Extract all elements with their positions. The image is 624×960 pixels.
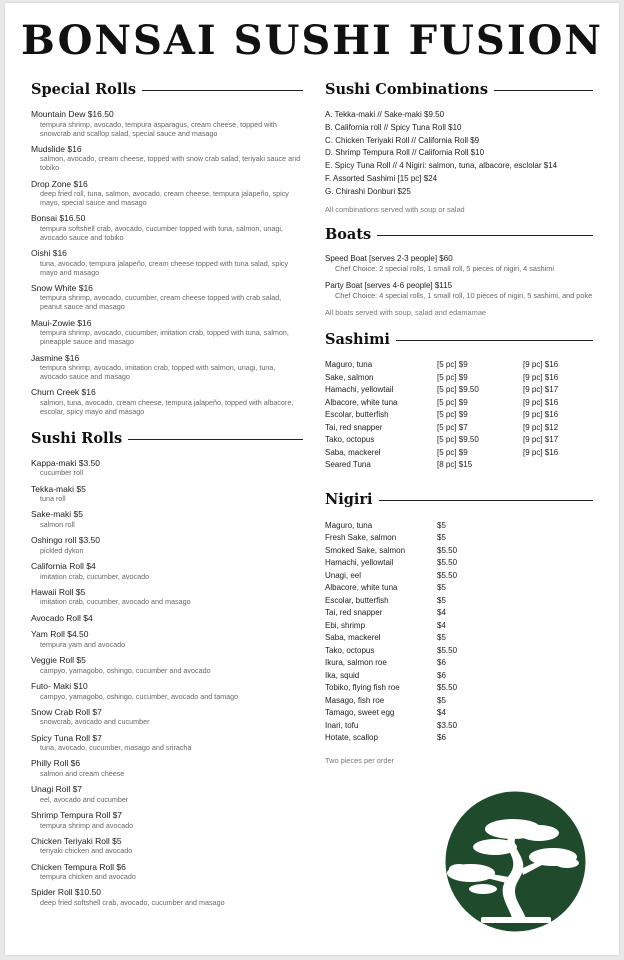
- sashimi-name: Saba, mackerel: [325, 447, 381, 457]
- sashimi-small: [5 pc] $7: [437, 422, 468, 432]
- boat-description: Chef Choice: 4 special rolls, 1 small roll, 10 pieces of nigiri, 5 sashimi, and poke: [335, 290, 593, 300]
- combination-item: C. Chicken Teriyaki Roll // California Roll $9: [325, 135, 480, 145]
- sushi-roll-item: [31, 484, 303, 504]
- item-name: Sake-maki $5: [31, 509, 83, 520]
- nigiri-row: [325, 607, 497, 620]
- nigiri-heading: Nigiri: [325, 491, 379, 508]
- combination-item: D. Shrimp Tempura Roll // California Roll $10: [325, 148, 485, 158]
- item-name: Shrimp Tempura Roll $7: [31, 810, 123, 821]
- item-name: Unagi Roll $7: [31, 784, 83, 795]
- special-roll-item: [31, 248, 303, 277]
- sashimi-large: [9 pc] $16: [523, 397, 559, 407]
- special-roll-item: [31, 109, 303, 138]
- combinations-header: [325, 81, 593, 103]
- item-description: tempura softshell crab, avocado, cucumber topped with tuna, salmon, unagi, avocado sauce and tobiko: [40, 223, 283, 242]
- sushi-roll-item: [31, 758, 303, 778]
- nigiri-row: [325, 719, 497, 732]
- item-description: campyo, yamagobo, oshingo, cucumber and avocado: [40, 665, 211, 675]
- nigiri-name: Ebi, shrimp: [325, 620, 366, 630]
- item-description: salmon and cream cheese: [40, 768, 125, 778]
- sushi-roll-item: [31, 707, 303, 727]
- item-description: tempura chicken and avocado: [40, 872, 136, 882]
- nigiri-row: [325, 619, 497, 632]
- nigiri-price: $5: [437, 595, 446, 605]
- nigiri-price: $4: [437, 608, 446, 618]
- item-name: Chicken Tempura Roll $6: [31, 861, 126, 872]
- nigiri-row: [325, 582, 497, 595]
- nigiri-price: $5.50: [437, 683, 458, 693]
- item-name: Jasmine $16: [31, 352, 80, 363]
- boat-item: [325, 281, 593, 300]
- sashimi-name: Sake, salmon: [325, 372, 374, 382]
- nigiri-name: Unagi, eel: [325, 570, 362, 580]
- sashimi-name: Hamachi, yellowtail: [325, 385, 394, 395]
- nigiri-name: Tamago, sweet egg: [325, 708, 395, 718]
- sashimi-small: [5 pc] $9: [437, 397, 468, 407]
- sashimi-large: [9 pc] $17: [523, 435, 559, 445]
- sashimi-row: [325, 434, 593, 447]
- special-roll-item: [31, 283, 303, 312]
- special-rolls-heading: Special Rolls: [31, 81, 142, 98]
- sashimi-row: [325, 421, 593, 434]
- sushi-rolls-header: [31, 430, 303, 452]
- nigiri-row: [325, 569, 497, 582]
- special-roll-item: [31, 387, 303, 416]
- special-rolls-header: [31, 81, 303, 103]
- sashimi-name: Tako, octopus: [325, 435, 375, 445]
- sashimi-row: [325, 396, 593, 409]
- nigiri-price: $5: [437, 533, 446, 543]
- sashimi-heading: Sashimi: [325, 331, 396, 348]
- item-name: Hawaii Roll $5: [31, 586, 86, 597]
- nigiri-row: [325, 632, 497, 645]
- nigiri-name: Ikura, salmon roe: [325, 658, 387, 668]
- item-description: tuna roll: [40, 494, 66, 504]
- sushi-roll-item: [31, 587, 303, 607]
- special-roll-item: [31, 318, 303, 347]
- nigiri-price: $4: [437, 708, 446, 718]
- sushi-roll-item: [31, 629, 303, 649]
- item-description: tempura shrimp and avocado: [40, 820, 134, 830]
- nigiri-price: $5: [437, 520, 446, 530]
- nigiri-name: Maguro, tuna: [325, 520, 373, 530]
- nigiri-price: $6: [437, 658, 446, 668]
- item-name: Avocado Roll $4: [31, 612, 93, 623]
- sushi-roll-item: [31, 836, 303, 856]
- nigiri-name: Tobiko, flying fish roe: [325, 683, 400, 693]
- nigiri-price: $5.50: [437, 558, 458, 568]
- nigiri-price: $3.50: [437, 720, 458, 730]
- combination-item: E. Spicy Tuna Roll // 4 Nigiri: salmon, tuna, albacore, esclolar $14: [325, 161, 558, 171]
- sashimi-row: [325, 359, 593, 372]
- item-name: Philly Roll $6: [31, 758, 81, 769]
- sashimi-large: [9 pc] $16: [523, 447, 559, 457]
- boats-heading: Boats: [325, 226, 377, 243]
- item-name: Drop Zone $16: [31, 178, 88, 189]
- sushi-roll-item: [31, 784, 303, 804]
- menu-page: [5, 3, 619, 955]
- sashimi-large: [9 pc] $16: [523, 360, 559, 370]
- nigiri-row: [325, 657, 497, 670]
- sashimi-small: [5 pc] $9.50: [437, 385, 479, 395]
- item-description: tuna, avocado, cucumber, masago and sriracha: [40, 743, 192, 753]
- nigiri-name: Albacore, white tuna: [325, 583, 398, 593]
- combination-item: A. Tekka-maki // Sake-maki $9.50: [325, 110, 445, 119]
- nigiri-price: $5.50: [437, 570, 458, 580]
- nigiri-name: Saba, mackerel: [325, 633, 381, 643]
- nigiri-name: Fresh Sake, salmon: [325, 533, 397, 543]
- item-name: Spicy Tuna Roll $7: [31, 732, 102, 743]
- boats-header: [325, 226, 593, 248]
- nigiri-row: [325, 669, 497, 682]
- sashimi-large: [9 pc] $12: [523, 422, 559, 432]
- sushi-roll-item: [31, 810, 303, 830]
- nigiri-row: [325, 644, 497, 657]
- nigiri-name: Ika, squid: [325, 670, 360, 680]
- item-name: Yam Roll $4.50: [31, 629, 89, 640]
- item-name: Futo- Maki $10: [31, 681, 88, 692]
- item-description: tempura shrimp, avocado, cucumber, cream cheese topped with crab salad, peanut sauce and masago: [40, 293, 282, 312]
- item-name: Kappa-maki $3.50: [31, 457, 100, 468]
- left-column: [31, 81, 303, 913]
- item-description: snowcrab, avocado and cucumber: [40, 717, 150, 727]
- item-description: deep fried softshell crab, avocado, cucumber and masago: [40, 897, 225, 907]
- item-name: Mudslide $16: [31, 143, 82, 154]
- sashimi-large: [9 pc] $16: [523, 410, 559, 420]
- item-description: cucumber roll: [40, 468, 84, 478]
- sashimi-header: [325, 331, 593, 353]
- sashimi-large: [9 pc] $16: [523, 372, 559, 382]
- item-description: eel, avocado and cucumber: [40, 794, 129, 804]
- nigiri-row: [325, 707, 497, 720]
- special-roll-item: [31, 353, 303, 382]
- item-description: tempura shrimp, avocado, cucumber, imitation crab, topped with tuna, salmon, pineapple sauce and masago: [40, 328, 289, 347]
- nigiri-name: Hotate, scallop: [325, 733, 378, 743]
- item-name: Snow Crab Roll $7: [31, 706, 102, 717]
- sushi-roll-item: [31, 561, 303, 581]
- sashimi-small: [5 pc] $9: [437, 360, 468, 370]
- boats-note: All boats served with soup, salad and edamamae: [325, 307, 487, 317]
- sashimi-small: [5 pc] $9.50: [437, 435, 479, 445]
- sashimi-row: [325, 371, 593, 384]
- sashimi-small: [5 pc] $9: [437, 372, 468, 382]
- nigiri-row: [325, 532, 497, 545]
- sushi-roll-item: [31, 887, 303, 907]
- nigiri-row: [325, 694, 497, 707]
- nigiri-name: Escolar, butterfish: [325, 595, 389, 605]
- sashimi-small: [8 pc] $15: [437, 460, 473, 470]
- right-column: [325, 81, 593, 765]
- item-name: Mountain Dew $16.50: [31, 109, 114, 119]
- item-name: Veggie Roll $5: [31, 655, 86, 666]
- sushi-rolls-list: [31, 458, 303, 907]
- sashimi-row: [325, 384, 593, 397]
- nigiri-price: $5.50: [437, 545, 458, 555]
- sashimi-row: [325, 446, 593, 459]
- item-description: salmon roll: [40, 519, 75, 529]
- boat-name: Party Boat [serves 4-6 people] $115: [325, 280, 453, 290]
- special-rolls-list: [31, 109, 303, 416]
- sashimi-small: [5 pc] $9: [437, 410, 468, 420]
- nigiri-price: $5: [437, 695, 446, 705]
- nigiri-name: Tako, octopus: [325, 645, 375, 655]
- sushi-roll-item: [31, 509, 303, 529]
- nigiri-note: Two pieces per order: [325, 756, 395, 766]
- nigiri-row: [325, 682, 497, 695]
- item-name: Spider Roll $10.50: [31, 887, 101, 898]
- nigiri-name: Masago, fish roe: [325, 695, 385, 705]
- sushi-roll-item: [31, 733, 303, 753]
- item-description: pickled dykon: [40, 545, 84, 555]
- restaurant-title: BONSAI SUSHI FUSION: [21, 17, 603, 64]
- sashimi-name: Escolar, butterfish: [325, 410, 389, 420]
- nigiri-row: [325, 732, 497, 745]
- combination-item: F. Assorted Sashimi [15 pc] $24: [325, 173, 438, 183]
- sushi-roll-item: [31, 458, 303, 478]
- sashimi-row: [325, 409, 593, 422]
- sushi-roll-item: [31, 862, 303, 882]
- boat-item: [325, 254, 593, 273]
- sashimi-large: [523, 459, 593, 472]
- nigiri-table: [325, 519, 497, 744]
- combination-item: B. California roll // Spicy Tuna Roll $10: [325, 122, 462, 132]
- sashimi-row: [325, 459, 593, 472]
- bonsai-tree-icon: [443, 789, 588, 934]
- combinations-note: All combinations served with soup or salad: [325, 204, 465, 214]
- nigiri-price: $5: [437, 633, 446, 643]
- nigiri-name: Hamachi, yellowtail: [325, 558, 394, 568]
- special-roll-item: [31, 213, 303, 242]
- nigiri-row: [325, 557, 497, 570]
- boat-name: Speed Boat [serves 2-3 people] $60: [325, 253, 453, 263]
- item-description: tuna, avocado, tempura jalapeño, cream cheese topped with tuna salad, spicy mayo and masago: [40, 258, 289, 277]
- item-name: Maui-Zowie $16: [31, 317, 92, 328]
- sushi-roll-item: [31, 613, 303, 624]
- nigiri-price: $6: [437, 670, 446, 680]
- nigiri-row: [325, 544, 497, 557]
- sashimi-table: [325, 359, 593, 472]
- combinations-heading: Sushi Combinations: [325, 81, 494, 98]
- special-roll-item: [31, 144, 303, 173]
- nigiri-row: [325, 519, 497, 532]
- item-name: Tekka-maki $5: [31, 483, 86, 494]
- nigiri-name: Inari, tofu: [325, 720, 359, 730]
- item-name: Oshingo roll $3.50: [31, 535, 100, 546]
- sushi-roll-item: [31, 535, 303, 555]
- boats-list: [325, 254, 593, 300]
- item-name: Oishi $16: [31, 248, 67, 259]
- sashimi-name: Albacore, white tuna: [325, 397, 398, 407]
- nigiri-price: $6: [437, 733, 446, 743]
- sashimi-name: Maguro, tuna: [325, 360, 373, 370]
- item-name: Bonsai $16.50: [31, 213, 86, 224]
- sushi-roll-item: [31, 681, 303, 701]
- item-name: Churn Creek $16: [31, 387, 96, 398]
- boat-description: Chef Choice: 2 special rolls, 1 small roll, 5 pieces of nigiri, 4 sashimi: [335, 263, 554, 273]
- sashimi-name: Tai, red snapper: [325, 422, 383, 432]
- nigiri-name: Smoked Sake, salmon: [325, 545, 406, 555]
- nigiri-name: Tai, red snapper: [325, 608, 383, 618]
- item-description: tempura shrimp, avocado, imitation crab, topped with salmon, unagi, tuna, avocado sauce and masago: [40, 363, 276, 382]
- item-description: teriyaki chicken and avocado: [40, 846, 133, 856]
- item-description: tempura shrimp, avocado, tempura asparagus, cream cheese, topped with snowcrab and scallop salad, special sauce and masago: [40, 119, 277, 138]
- item-name: Chicken Teriyaki Roll $5: [31, 835, 122, 846]
- item-description: tempura yam and avocado: [40, 639, 126, 649]
- item-description: salmon, avocado, cream cheese, topped with snow crab salad, teriyaki sauce and tobiko: [40, 154, 301, 173]
- nigiri-price: $5.50: [437, 645, 458, 655]
- sashimi-large: [9 pc] $17: [523, 385, 559, 395]
- item-description: deep fried roll, tuna, salmon, avocado, cream cheese, tempura jalapeño, spicy mayo, special sauce and masago: [40, 189, 289, 208]
- nigiri-price: $4: [437, 620, 446, 630]
- item-name: California Roll $4: [31, 561, 96, 572]
- sushi-rolls-heading: Sushi Rolls: [31, 430, 128, 447]
- item-description: imitation crab, cucumber, avocado: [40, 571, 150, 581]
- combination-item: G. Chirashi Donburi $25: [325, 186, 411, 196]
- nigiri-price: $5: [437, 583, 446, 593]
- item-name: Snow White $16: [31, 282, 93, 293]
- item-description: salmon, tuna, avocado, cream cheese, tempura jalapeño, topped with albacore, escolar, spicy mayo and masago: [40, 397, 294, 416]
- nigiri-header: [325, 491, 593, 513]
- combinations-list: [325, 109, 593, 199]
- nigiri-row: [325, 594, 497, 607]
- sushi-roll-item: [31, 655, 303, 675]
- item-description: campyo, yamagobo, oshingo, cucumber, avocado and tamago: [40, 691, 239, 701]
- sashimi-name: Seared Tuna: [325, 460, 371, 470]
- special-roll-item: [31, 179, 303, 208]
- item-description: imitation crab, cucumber, avocado and masago: [40, 597, 191, 607]
- sashimi-small: [5 pc] $9: [437, 447, 468, 457]
